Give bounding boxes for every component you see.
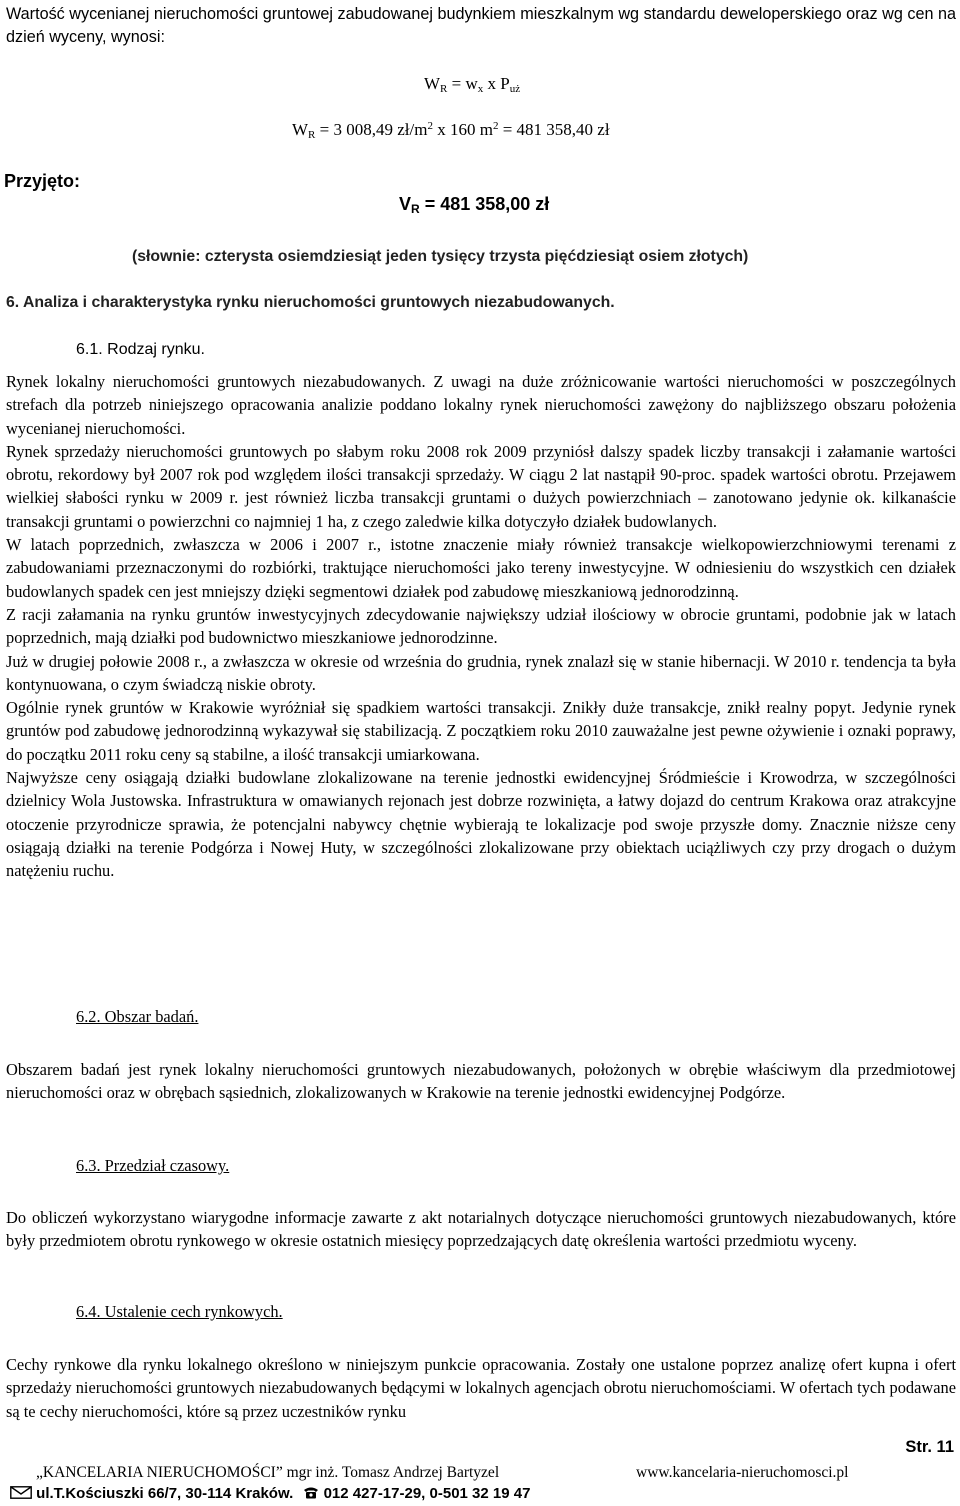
footer-address: ul.T.Kościuszki 66/7, 30-114 Kraków. [36, 1485, 294, 1502]
intro-text: Wartość wycenianej nieruchomości gruntowej zabudowanej budynkiem mieszkalnym wg standardu deweloperskiego oraz wg cen na dzień wyceny, wynosi: [6, 5, 956, 46]
formula-general: $W_R = w_x$ x $P_{uż}$ [424, 74, 521, 95]
section-6-4-heading: 6.4. Ustalenie cech rynkowych. [76, 1302, 283, 1321]
formula-result: $V_R = 481$ 358,00 zł [399, 194, 550, 216]
paragraph: Najwyższe ceny osiągają działki budowlane zlokalizowane na terenie jednostki ewidencyjnej Śródmieście i Krowodrza, w szczególności dzielnicy Wola Justowska. Infrastruktura w omawianych rejonach jest dobrze rozwinięta, a łatwy dojazd do centrum Krakowa oraz atrakcyjne otoczenie przyrodnicze sprawia, że potencjalni nabywcy chętnie wybierają te lokalizacje pod swoje przyszłe domy. Znacznie niższe ceny osiągają działki na terenie Podgórza i Nowej Huty, w szczególności zlokalizowane przy obiektach uciążliwych czy przy drogach o dużym natężeniu ruchu. [6, 768, 956, 881]
page-number: Str. 11 [905, 1438, 954, 1456]
formula-calculation: $W_R = 3$ 008,49 $zł/m^2$ x 160 $m^2 = 481$ 358,40 zł [292, 120, 610, 141]
section-6-heading: 6. Analiza i charakterystyka rynku nieruchomości gruntowych niezabudowanych. [6, 294, 615, 311]
footer-address-line [10, 1484, 530, 1504]
section-6-1-heading: 6.1. Rodzaj rynku. [76, 341, 205, 358]
paragraph: Już w drugiej połowie 2008 r., a zwłaszcza w okresie od września do grudnia, rynek znalazł się w stanie hibernacji. W 2010 r. tendencja ta była kontynuowana, o czym świadczą niskie obroty. [6, 651, 956, 694]
section-6-4-body: Cechy rynkowe dla rynku lokalnego określono w niniejszym punkcie opracowania. Zostały one ustalone poprzez analizę ofert kupna i ofert sprzedaży nieruchomości gruntowych niezabudowanych będącymi w lokalnych agencjach obrotu nieruchomościami. W ofertach tych podawane są te cechy nieruchomości, które są przez uczestników rynku [6, 1355, 956, 1421]
paragraph: W latach poprzednich, zwłaszcza w 2006 i 2007 r., istotne znaczenie miały również transakcje wielkopowierzchniowymi terenami z zabudowaniami przeznaczonymi do rozbiórki, traktujące nieruchomości jako tereny inwestycyjne. W odniesieniu do wszystkich cen działek budowlanych spadek cen jest mniejszy dzięki segmentowi działek pod zabudowę mieszkaniową jednorodzinną. [6, 535, 956, 601]
footer-company: „KANCELARIA NIERUCHOMOŚCI” mgr inż. Tomasz Andrzej Bartyzel [36, 1464, 500, 1481]
paragraph: Ogólnie rynek gruntów w Krakowie wyróżniał się spadkiem wartości transakcji. Znikły duże transakcje, znikł realny popyt. Jedynie rynek gruntów pod zabudowę jednorodzinną wykazywał się stabilizacją. Z początkiem roku 2010 zauważalne jest pewne ożywienie i oznaki poprawy, do początku 2011 roku ceny są stabilne, a ilość transakcji umiarkowana. [6, 698, 956, 764]
phone-icon [303, 1485, 319, 1504]
accepted-label: Przyjęto: [4, 171, 81, 191]
section-6-3-body: Do obliczeń wykorzystano wiarygodne informacje zawarte z akt notarialnych dotyczące nieruchomości gruntowych niezabudowanych, które były przedmiotem obrotu rynkowego w okresie ostatnich miesięcy poprzedzających datę określenia wartości przedmiotu wyceny. [6, 1208, 956, 1251]
amount-in-words: (słownie: czterysta osiemdziesiąt jeden tysięcy trzysta pięćdziesiąt osiem złotych) [132, 248, 749, 265]
paragraph: Rynek lokalny nieruchomości gruntowych niezabudowanych. Z uwagi na duże zróżnicowanie wartości nieruchomości w poszczególnych strefach dla potrzeb niniejszego opracowania analizie poddano lokalny rynek nieruchomości zawężony do najbliższego obszaru położenia wycenianej nieruchomości. [6, 372, 956, 438]
section-6-1-body [6, 370, 956, 883]
envelope-icon [10, 1485, 32, 1504]
footer-phones: 012 427-17-29, 0-501 32 19 47 [323, 1485, 531, 1502]
section-6-2-heading: 6.2. Obszar badań. [76, 1007, 199, 1026]
section-6-3-heading: 6.3. Przedział czasowy. [76, 1156, 230, 1175]
paragraph: Rynek sprzedaży nieruchomości gruntowych po słabym roku 2008 rok 2009 przyniósł dalszy spadek liczby transakcji i załamanie wartości obrotu, rekordowy był 2007 rok pod względem ilości transakcji sprzedaży. W ciągu 2 lat nastąpił 90-proc. spadek wartości obrotu. Przejawem wielkiej słabości rynku w 2009 r. jest również liczba transakcji gruntami o dużych powierzchniach – zanotowano jedynie ok. kilkanaście transakcji gruntami o powierzchni co najmniej 1 ha, z czego zaledwie kilka dotyczyło działek budowlanych. [6, 441, 956, 531]
section-6-2-body: Obszarem badań jest rynek lokalny nieruchomości gruntowych niezabudowanych, położonych w obrębie właściwym dla przedmiotowej nieruchomości oraz w obrębach sąsiednich, zlokalizowanych w Krakowie na terenie jednostki ewidencyjnej Podgórze. [6, 1060, 956, 1103]
paragraph: Z racji załamania na rynku gruntów inwestycyjnych zdecydowanie największy udział ilościowy w obrocie gruntami, podobnie jak w latach poprzednich, mają działki pod budownictwo mieszkaniowe jednorodzinne. [6, 604, 956, 648]
footer-website[interactable]: www.kancelaria-nieruchomosci.pl [636, 1464, 849, 1481]
